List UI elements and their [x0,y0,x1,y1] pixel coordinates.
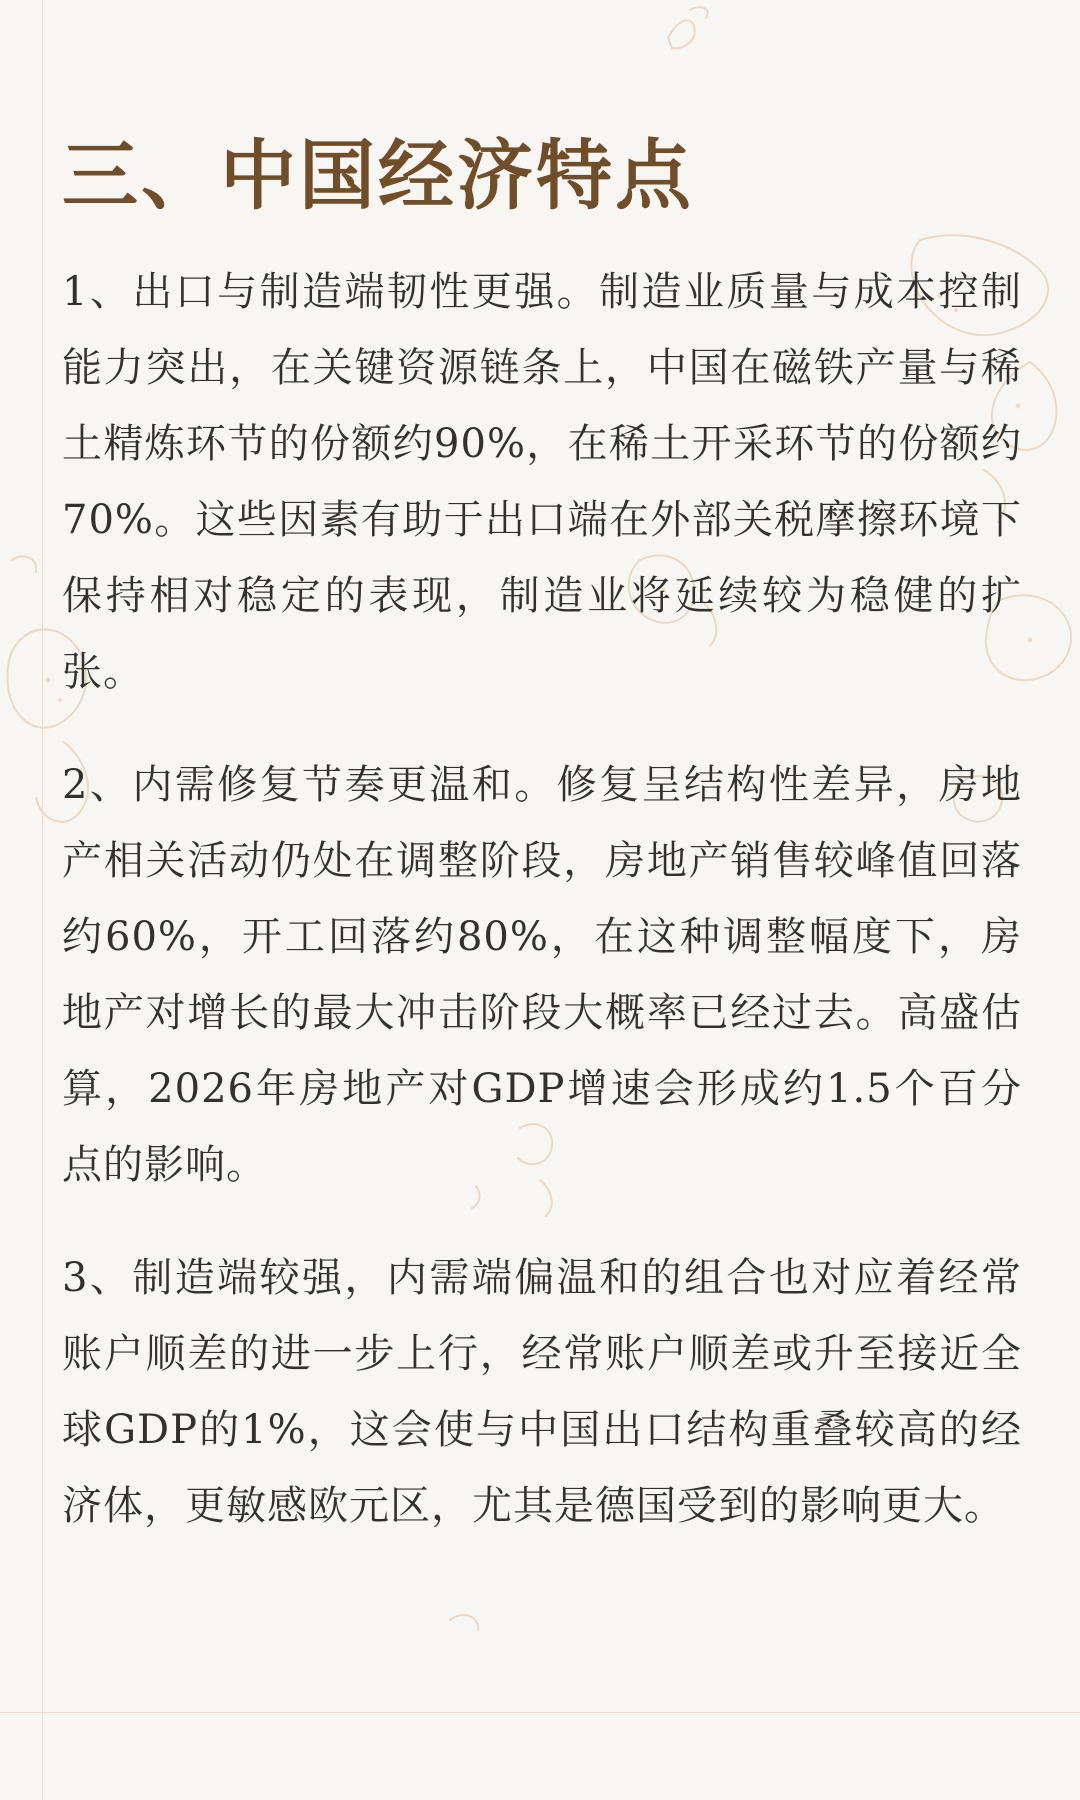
section-title: 三、中国经济特点 [62,131,694,220]
article-body [62,254,1022,1581]
left-margin-rule [42,0,43,1800]
paragraph-export-manufacturing: 1、出口与制造端韧性更强。制造业质量与成本控制能力突出，在关键资源链条上，中国在磁铁产量与稀土精炼环节的份额约90%，在稀土开采环节的份额约70%。这些因素有助于出口端在外部关税摩擦环境下保持相对稳定的表现，制造业将延续较为稳健的扩张。 [62,269,1022,695]
paragraph-current-account: 3、制造端较强，内需端偏温和的组合也对应着经常账户顺差的进一步上行，经常账户顺差或升至接近全球GDP的1%，这会使与中国出口结构重叠较高的经济体，更敏感欧元区，尤其是德国受到的影响更大。 [62,1255,1022,1529]
bottom-rule [0,1712,1080,1713]
paragraph-domestic-demand: 2、内需修复节奏更温和。修复呈结构性差异，房地产相关活动仍处在调整阶段，房地产销售较峰值回落约60%，开工回落约80%，在这种调整幅度下，房地产对增长的最大冲击阶段大概率已经过去。高盛估算，2026年房地产对GDP增速会形成约1.5个百分点的影响。 [62,762,1022,1188]
